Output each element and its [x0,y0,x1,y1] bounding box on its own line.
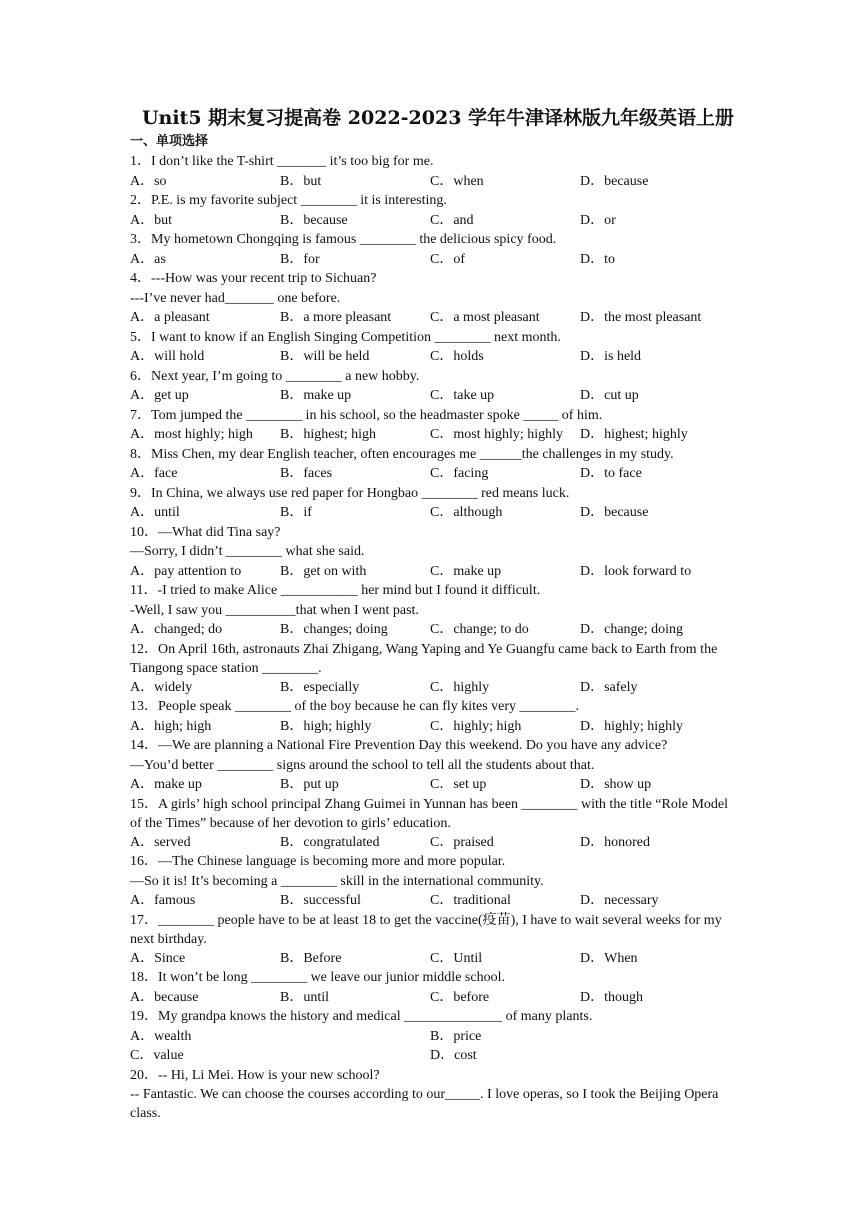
answer-option: B．get on with [280,563,367,579]
answer-option: A．wealth [130,1028,192,1044]
question-item [130,367,740,406]
question-dialogue-line: —So it is! It’s becoming a ________ skill in the international community. [130,873,544,889]
options-row [130,988,740,1008]
question-stem: 9．In China, we always use red paper for Hongbao ________ red means luck. [130,485,570,501]
question-stem: 16．—The Chinese language is becoming more and more popular. [130,854,506,869]
answer-option: C．facing [430,466,489,481]
question-stem: 20．-- Hi, Li Mei. How is your new school? [130,1067,380,1083]
answer-option: C．Until [430,950,483,966]
question-stem: 11．-I tried to make Alice ___________ her mind but I found it difficult. [130,583,541,598]
answer-option: A．changed; do [130,622,223,637]
answer-option: D．When [580,950,638,966]
question-stem-wrapped: -- Fantastic. We can choose the courses according to our_____. I love operas, so I took the Beijing Opera class. [130,1087,719,1121]
answer-option: C．highly [430,679,490,695]
answer-option: A．served [130,834,191,850]
question-item [130,523,740,582]
question-stem: 5．I want to know if an English Singing Competition ________ next month. [130,329,561,345]
question-item [130,697,740,736]
answer-option: A．so [130,173,167,189]
question-dialogue-line: —Sorry, I didn’t ________ what she said. [130,544,365,559]
answer-option: B．make up [280,388,352,403]
answer-option: B．put up [280,777,339,792]
answer-option: B．until [280,989,330,1005]
answer-option: D．is held [580,349,642,364]
answer-option: B．changes; doing [280,622,388,637]
answer-option: A．face [130,466,178,481]
answer-option: A．Since [130,950,186,966]
answer-option: A．until [130,505,180,520]
answer-option: D．show up [580,777,652,792]
answer-option: D．cost [430,1048,477,1063]
answer-option: A．because [130,989,199,1005]
question-item [130,852,740,911]
answer-option: B．but [280,173,322,189]
options-row [130,949,740,969]
answer-option: C．most highly; highly [430,427,564,442]
answer-option: B．successful [280,893,361,908]
question-stem: 8．Miss Chen, my dear English teacher, often encourages me ______the challenges in my study. [130,446,674,462]
question-item [130,484,740,523]
answer-option: D．because [580,505,649,520]
options-row [130,464,740,484]
answer-option: D．to [580,251,615,267]
answer-option: D．the most pleasant [580,310,702,325]
answer-option: B．congratulated [280,834,380,850]
document-page [130,104,740,1123]
options-row [130,386,740,406]
options-row [130,308,740,328]
options-row [130,211,740,231]
question-stem: 4．---How was your recent trip to Sichuan? [130,271,377,286]
answer-option: D．though [580,989,643,1005]
answer-option: D．look forward to [580,563,692,579]
options-row [130,347,740,367]
answer-option: B．Before [280,950,342,966]
answer-option: D．or [580,212,616,228]
answer-option: B．price [430,1028,482,1044]
answer-option: B．especially [280,679,360,695]
answer-option: C．holds [430,349,484,364]
answer-option: A．a pleasant [130,310,210,325]
question-item [130,911,740,969]
answer-option: C．of [430,251,465,267]
question-stem: 2．P.E. is my favorite subject ________ it is interesting. [130,193,447,208]
answer-option: A．will hold [130,349,205,364]
answer-option: A．most highly; high [130,427,253,442]
question-item [130,640,740,698]
question-item [130,736,740,795]
answer-option: C．and [430,212,474,228]
answer-option: C．a most pleasant [430,310,540,325]
question-dialogue-line: -Well, I saw you __________that when I went past. [130,602,419,618]
question-item [130,406,740,445]
section-heading: 一、单项选择 [130,134,209,149]
answer-option: D．cut up [580,388,639,403]
options-row [130,833,740,853]
question-item [130,1007,740,1066]
question-stem: 1．I don’t like the T-shirt _______ it’s too big for me. [130,154,434,169]
answer-option: B．highest; high [280,427,377,442]
question-item [130,191,740,230]
answer-option: B．high; highly [280,718,372,734]
question-stem: 7．Tom jumped the ________ in his school, so the headmaster spoke _____ of him. [130,407,603,423]
answer-option: D．to face [580,466,642,481]
question-item [130,328,740,367]
answer-option: C．set up [430,777,487,792]
options-row [130,775,740,795]
question-item [130,445,740,484]
answer-option: C．traditional [430,893,511,908]
options-row [130,562,740,582]
answer-option: A．famous [130,893,196,908]
answer-option: B．will be held [280,349,370,364]
answer-option: B．because [280,212,348,228]
answer-option: B．for [280,251,320,267]
question-dialogue-line: —You’d better ________ signs around the school to tell all the students about that. [130,757,595,773]
answer-option: B．a more pleasant [280,310,392,325]
question-item [130,1066,740,1124]
question-stem: 18．It won’t be long ________ we leave our junior middle school. [130,970,505,985]
question-stem: 19．My grandpa knows the history and medical ______________ of many plants. [130,1009,593,1024]
answer-option: D．because [580,173,649,189]
answer-option: C．value [130,1048,184,1063]
question-item [130,581,740,640]
answer-option: C．praised [430,834,494,850]
question-item [130,152,740,191]
answer-option: D．safely [580,679,638,695]
question-stem: 14．—We are planning a National Fire Prevention Day this weekend. Do you have any advice? [130,738,668,753]
answer-option: C．when [430,173,484,189]
options-row [130,172,740,192]
question-stem-wrapped: 17．________ people have to be at least 18 to get the vaccine(疫苗), I have to wait several weeks for my next birthday. [130,912,722,947]
answer-option: C．take up [430,388,495,403]
question-item [130,230,740,269]
options-row [130,1027,740,1047]
options-row [130,250,740,270]
answer-option: B．if [280,505,312,520]
answer-option: B．faces [280,466,333,481]
page-title: Unit5 期末复习提高卷 2022-2023 学年牛津译林版九年级英语上册 [141,107,735,129]
answer-option: C．highly; high [430,718,522,734]
answer-option: A．make up [130,777,202,792]
answer-option: D．necessary [580,893,659,908]
answer-option: D．change; doing [580,622,684,637]
answer-option: D．honored [580,834,650,850]
options-row [130,503,740,523]
answer-option: A．get up [130,388,189,403]
question-list [130,152,740,1123]
options-row [130,425,740,445]
answer-option: C．make up [430,563,502,579]
answer-option: C．although [430,505,503,520]
question-stem-wrapped: 15．A girls’ high school principal Zhang Guimei in Yunnan has been ________ with the title “Role Model of the Times” because of her devotion to girls’ education. [130,796,729,831]
question-stem: 13．People speak ________ of the boy because he can fly kites very ________. [130,699,580,714]
options-row [130,1046,740,1066]
answer-option: C．before [430,989,490,1005]
question-item [130,795,740,853]
answer-option: A．but [130,212,172,228]
question-stem: 3．My hometown Chongqing is famous ________ the delicious spicy food. [130,232,557,247]
answer-option: D．highest; highly [580,427,688,442]
answer-option: D．highly; highly [580,718,684,734]
answer-option: A．widely [130,679,193,695]
question-stem: 6．Next year, I’m going to ________ a new hobby. [130,368,420,384]
question-stem-wrapped: 12．On April 16th, astronauts Zhai Zhigang, Wang Yaping and Ye Guangfu came back to Earth from the Tiangong space station ________. [130,641,718,676]
question-item [130,968,740,1007]
question-dialogue-line: ---I’ve never had_______ one before. [130,290,341,306]
answer-option: A．as [130,251,166,267]
answer-option: C．change; to do [430,622,529,637]
options-row [130,620,740,640]
options-row [130,891,740,911]
options-row [130,717,740,737]
question-item [130,269,740,328]
answer-option: A．pay attention to [130,563,242,579]
options-row [130,678,740,698]
question-stem: 10．—What did Tina say? [130,524,281,540]
answer-option: A．high; high [130,718,212,734]
